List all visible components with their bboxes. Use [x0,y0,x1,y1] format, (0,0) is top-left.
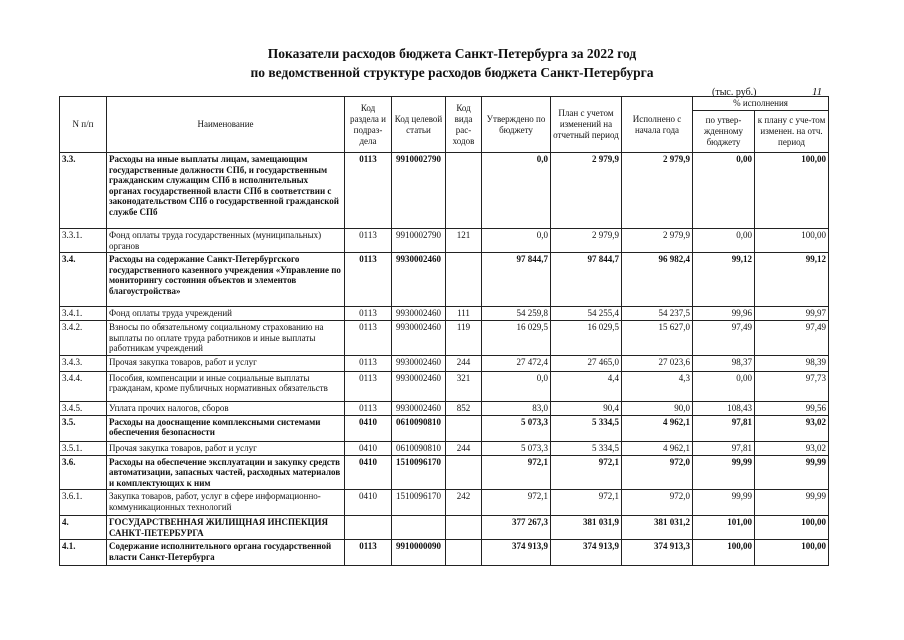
header-percent-group: % исполнения [693,97,829,111]
row-pct-plan: 99,99 [755,490,829,516]
row-executed: 90,0 [622,401,693,415]
row-type-code: 119 [446,321,482,356]
row-section-code: 0113 [345,540,392,566]
row-executed: 27 023,6 [622,355,693,371]
row-type-code [446,516,482,540]
table-row [60,415,829,441]
row-section-code: 0113 [345,229,392,253]
expenditure-table [59,96,829,566]
row-executed: 2 979,9 [622,229,693,253]
row-approved: 5 073,3 [482,441,551,455]
row-num: 3.5. [60,415,107,441]
row-approved: 0,0 [482,153,551,229]
row-approved: 972,1 [482,455,551,490]
row-pct-plan: 100,00 [755,540,829,566]
table-row [60,307,829,321]
row-target-code: 9930002460 [392,321,446,356]
row-pct-budget: 108,43 [693,401,755,415]
row-approved: 5 073,3 [482,415,551,441]
row-approved: 16 029,5 [482,321,551,356]
row-num: 3.4.2. [60,321,107,356]
row-approved: 27 472,4 [482,355,551,371]
row-plan: 5 334,5 [551,415,622,441]
row-target-code [392,516,446,540]
row-pct-budget: 99,12 [693,253,755,307]
row-executed: 2 979,9 [622,153,693,229]
row-target-code: 9930002460 [392,253,446,307]
row-num: 4. [60,516,107,540]
row-approved: 83,0 [482,401,551,415]
row-pct-budget: 0,00 [693,229,755,253]
row-num: 3.4. [60,253,107,307]
row-num: 3.5.1. [60,441,107,455]
row-name: Фонд оплаты труда учреждений [107,307,345,321]
table-row [60,153,829,229]
row-approved: 54 259,8 [482,307,551,321]
row-plan: 972,1 [551,455,622,490]
row-executed: 4,3 [622,371,693,401]
row-pct-budget: 100,00 [693,540,755,566]
row-target-code: 0610090810 [392,441,446,455]
row-pct-budget: 0,00 [693,153,755,229]
row-executed: 381 031,2 [622,516,693,540]
page-title [0,44,904,82]
row-pct-budget: 98,37 [693,355,755,371]
table-row [60,490,829,516]
row-plan: 972,1 [551,490,622,516]
table-body [60,153,829,566]
header-section: Код раздела и подраз-дела [345,97,392,153]
row-section-code [345,516,392,540]
row-section-code: 0410 [345,415,392,441]
row-name: Расходы на содержание Санкт-Петербургского государственного казенного учреждения «Управление по мониторингу состояния объектов и элементов благоустройства» [107,253,345,307]
row-pct-plan: 93,02 [755,415,829,441]
row-plan: 54 255,4 [551,307,622,321]
header-pct-plan: к плану с уче-том изменен. на отч. период [755,111,829,153]
table-row [60,441,829,455]
header-num: N п/п [60,97,107,153]
row-pct-budget: 97,49 [693,321,755,356]
row-name: Содержание исполнительного органа государственной власти Санкт-Петербурга [107,540,345,566]
row-section-code: 0113 [345,401,392,415]
header-plan: План с учетом изменений на отчетный период [551,97,622,153]
row-name: ГОСУДАРСТВЕННАЯ ЖИЛИЩНАЯ ИНСПЕКЦИЯ САНКТ-ПЕТЕРБУРГА [107,516,345,540]
row-type-code: 242 [446,490,482,516]
row-type-code [446,253,482,307]
table-row [60,401,829,415]
row-type-code: 321 [446,371,482,401]
row-type-code: 244 [446,441,482,455]
row-target-code: 1510096170 [392,455,446,490]
row-type-code: 121 [446,229,482,253]
header-executed: Исполнено с начала года [622,97,693,153]
units-label: (тыс. руб.) [712,87,757,98]
row-approved: 972,1 [482,490,551,516]
title-line-1: Показатели расходов бюджета Санкт-Петербурга за 2022 год [267,46,637,61]
table-row [60,371,829,401]
row-section-code: 0410 [345,441,392,455]
row-type-code: 852 [446,401,482,415]
row-section-code: 0113 [345,307,392,321]
row-name: Уплата прочих налогов, сборов [107,401,345,415]
row-approved: 0,0 [482,371,551,401]
row-plan: 5 334,5 [551,441,622,455]
row-name: Закупка товаров, работ, услуг в сфере информационно-коммуникационных технологий [107,490,345,516]
row-plan: 2 979,9 [551,153,622,229]
row-executed: 4 962,1 [622,441,693,455]
row-approved: 374 913,9 [482,540,551,566]
row-pct-budget: 101,00 [693,516,755,540]
row-type-code [446,153,482,229]
row-pct-budget: 97,81 [693,415,755,441]
row-num: 3.4.4. [60,371,107,401]
row-num: 4.1. [60,540,107,566]
row-executed: 972,0 [622,490,693,516]
row-type-code [446,540,482,566]
row-name: Прочая закупка товаров, работ и услуг [107,441,345,455]
row-name: Расходы на иные выплаты лицам, замещающим государственные должности СПб, и государственным гражданским служащим СПб в исполнительных органах государственной власти СПб в соответствии с законодательством СПб о государственной гражданской службе СПб [107,153,345,229]
row-pct-plan: 99,56 [755,401,829,415]
row-pct-plan: 100,00 [755,516,829,540]
row-pct-plan: 93,02 [755,441,829,455]
row-num: 3.6.1. [60,490,107,516]
row-pct-plan: 100,00 [755,153,829,229]
row-approved: 0,0 [482,229,551,253]
title-line-2: по ведомственной структуре расходов бюджета Санкт-Петербурга [250,65,654,80]
row-target-code: 9910002790 [392,153,446,229]
table-row [60,321,829,356]
header-approved: Утверждено по бюджету [482,97,551,153]
row-plan: 381 031,9 [551,516,622,540]
row-approved: 97 844,7 [482,253,551,307]
row-target-code: 0610090810 [392,415,446,441]
header-target: Код целевой статьи [392,97,446,153]
row-plan: 4,4 [551,371,622,401]
row-plan: 27 465,0 [551,355,622,371]
row-section-code: 0410 [345,490,392,516]
row-section-code: 0113 [345,371,392,401]
row-pct-budget: 0,00 [693,371,755,401]
page-number: 11 [812,86,823,98]
row-target-code: 9930002460 [392,401,446,415]
row-pct-plan: 97,49 [755,321,829,356]
row-section-code: 0113 [345,355,392,371]
row-pct-budget: 99,96 [693,307,755,321]
row-target-code: 9930002460 [392,355,446,371]
row-name: Фонд оплаты труда государственных (муниципальных) органов [107,229,345,253]
row-executed: 15 627,0 [622,321,693,356]
row-type-code [446,455,482,490]
table-row [60,455,829,490]
table-row [60,229,829,253]
row-target-code: 9930002460 [392,307,446,321]
row-executed: 54 237,5 [622,307,693,321]
row-name: Взносы по обязательному социальному страхованию на выплаты по оплате труда работников и иные выплаты работникам учреждений [107,321,345,356]
row-section-code: 0113 [345,253,392,307]
header-pct-budget: по утвер-жденному бюджету [693,111,755,153]
row-plan: 2 979,9 [551,229,622,253]
row-target-code: 9910000090 [392,540,446,566]
row-pct-budget: 99,99 [693,455,755,490]
row-num: 3.4.5. [60,401,107,415]
row-type-code: 111 [446,307,482,321]
row-executed: 96 982,4 [622,253,693,307]
row-num: 3.3. [60,153,107,229]
row-num: 3.4.1. [60,307,107,321]
row-type-code: 244 [446,355,482,371]
row-section-code: 0113 [345,153,392,229]
row-pct-plan: 99,12 [755,253,829,307]
table-row [60,516,829,540]
table-row [60,540,829,566]
row-pct-plan: 98,39 [755,355,829,371]
row-type-code [446,415,482,441]
header-name: Наименование [107,97,345,153]
row-target-code: 9910002790 [392,229,446,253]
row-name: Расходы на дооснащение комплексными системами обеспечения безопасности [107,415,345,441]
row-executed: 972,0 [622,455,693,490]
row-pct-plan: 99,99 [755,455,829,490]
row-plan: 90,4 [551,401,622,415]
header-type: Код вида рас-ходов [446,97,482,153]
row-name: Пособия, компенсации и иные социальные выплаты гражданам, кроме публичных нормативных обязательств [107,371,345,401]
row-num: 3.3.1. [60,229,107,253]
row-pct-plan: 100,00 [755,229,829,253]
row-num: 3.4.3. [60,355,107,371]
row-section-code: 0113 [345,321,392,356]
row-name: Прочая закупка товаров, работ и услуг [107,355,345,371]
row-pct-budget: 99,99 [693,490,755,516]
row-pct-budget: 97,81 [693,441,755,455]
row-plan: 97 844,7 [551,253,622,307]
row-target-code: 9930002460 [392,371,446,401]
row-name: Расходы на обеспечение эксплуатации и закупку средств автоматизации, запасных частей, расходных материалов и комплектующих к ним [107,455,345,490]
row-plan: 16 029,5 [551,321,622,356]
table-row [60,355,829,371]
row-executed: 4 962,1 [622,415,693,441]
table-row [60,253,829,307]
row-approved: 377 267,3 [482,516,551,540]
row-pct-plan: 99,97 [755,307,829,321]
row-plan: 374 913,9 [551,540,622,566]
row-executed: 374 913,3 [622,540,693,566]
row-pct-plan: 97,73 [755,371,829,401]
row-num: 3.6. [60,455,107,490]
row-section-code: 0410 [345,455,392,490]
row-target-code: 1510096170 [392,490,446,516]
